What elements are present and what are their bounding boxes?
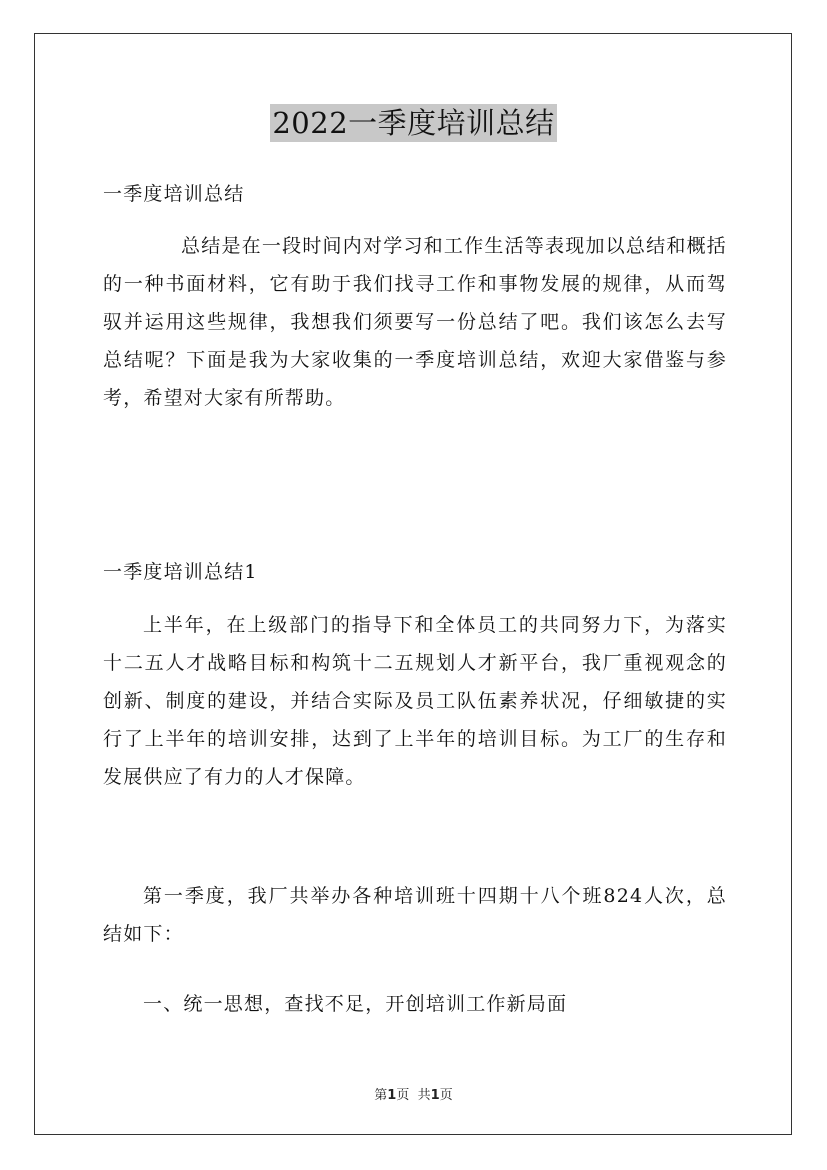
footer-page-suffix: 页	[396, 1088, 410, 1103]
body-paragraph-3-block	[103, 985, 727, 1023]
body-paragraph-2-block	[103, 877, 727, 953]
document-title: 2022一季度培训总结	[272, 106, 555, 140]
intro-paragraph: 总结是在一段时间内对学习和工作生活等表现加以总结和概括的一种书面材料，它有助于我们找寻工作和事物发展的规律，从而驾驭并运用这些规律，我想我们须要写一份总结了吧。我们该怎么去写总结呢？下面是我为大家收集的一季度培训总结，欢迎大家借鉴与参考，希望对大家有所帮助。	[103, 235, 727, 409]
section1-heading-block	[103, 553, 727, 591]
body-paragraph: 第一季度，我厂共举办各种培训班十四期十八个班824人次，总结如下：	[103, 885, 727, 945]
body-paragraph-1-block	[103, 606, 727, 796]
subtitle-block	[103, 175, 727, 213]
footer-total-suffix: 页	[439, 1088, 453, 1103]
footer-total-prefix: 共	[417, 1088, 431, 1103]
footer-total-number: 1	[430, 1088, 440, 1103]
page-footer	[0, 1084, 827, 1103]
body-paragraph: 上半年，在上级部门的指导下和全体员工的共同努力下，为落实十二五人才战略目标和构筑十二五规划人才新平台，我厂重视观念的创新、制度的建设，并结合实际及员工队伍素养状况，仔细敏捷的实行了上半年的培训安排，达到了上半年的培训目标。为工厂的生存和发展供应了有力的人才保障。	[103, 614, 727, 788]
footer-page-prefix: 第	[374, 1088, 388, 1103]
section-heading: 一季度培训总结1	[103, 561, 258, 583]
title-container	[0, 104, 827, 142]
footer-page-number: 1	[387, 1088, 397, 1103]
intro-block	[103, 227, 727, 417]
body-paragraph: 一、统一思想，查找不足，开创培训工作新局面	[143, 993, 568, 1015]
document-subtitle: 一季度培训总结	[103, 183, 245, 205]
